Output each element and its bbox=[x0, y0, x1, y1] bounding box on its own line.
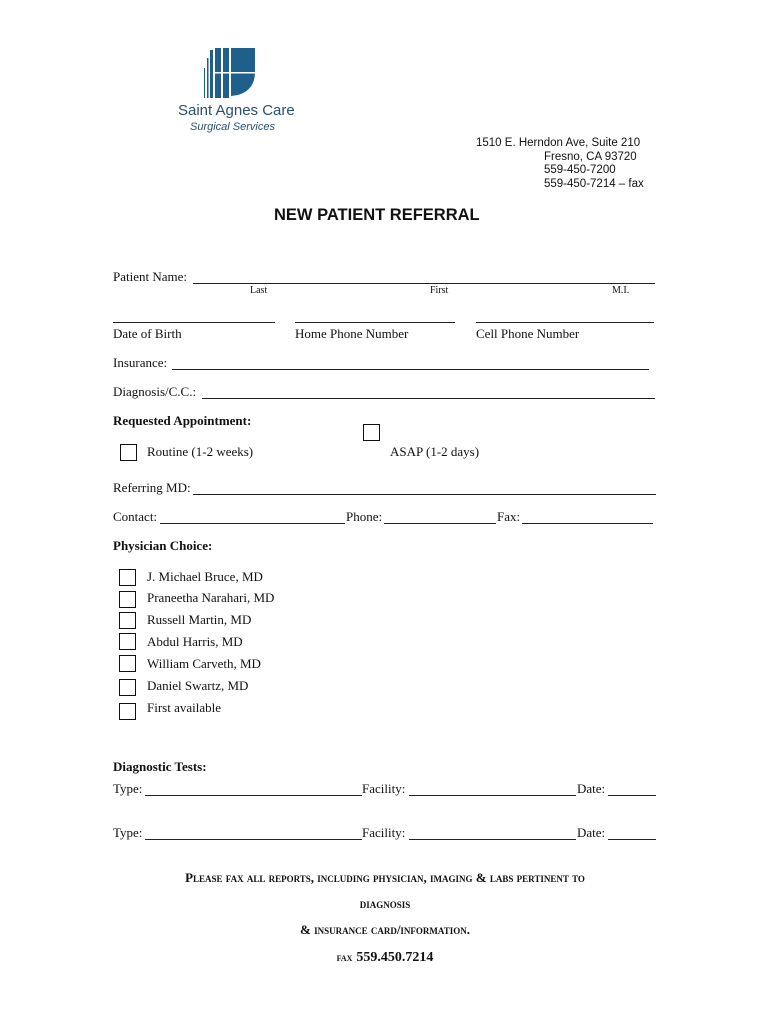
home-phone-field[interactable] bbox=[295, 322, 455, 323]
diagnostic-facility-field-1[interactable] bbox=[409, 795, 576, 796]
footer-line-3: & insurance card/information. bbox=[299, 922, 471, 937]
patient-name-label: Patient Name: bbox=[113, 269, 188, 284]
diagnostic-type-label-2: Type: bbox=[113, 825, 143, 840]
phone-label: Phone: bbox=[346, 509, 383, 524]
physician-checkbox-first-available[interactable] bbox=[119, 703, 136, 720]
footer-line-1: Please fax all reports, including physician, imaging & labs pertinent to bbox=[185, 870, 585, 885]
footer-fax-number: 559.450.7214 bbox=[356, 950, 434, 965]
address-line-1: 1510 E. Herndon Ave, Suite 210 bbox=[476, 137, 641, 149]
fax-field[interactable] bbox=[522, 523, 653, 524]
footer-line-2: diagnosis bbox=[359, 896, 411, 911]
diagnosis-field[interactable] bbox=[202, 398, 655, 399]
address-block bbox=[476, 137, 644, 191]
physician-heading: Physician Choice: bbox=[113, 538, 213, 553]
routine-label: Routine (1-2 weeks) bbox=[147, 444, 254, 459]
physician-label-swartz: Daniel Swartz, MD bbox=[147, 678, 249, 693]
diagnostic-heading: Diagnostic Tests: bbox=[113, 759, 207, 774]
physician-checkbox-swartz[interactable] bbox=[119, 679, 136, 696]
physician-label-narahari: Praneetha Narahari, MD bbox=[147, 590, 275, 605]
asap-checkbox[interactable] bbox=[363, 424, 380, 441]
physician-checkbox-bruce[interactable] bbox=[119, 569, 136, 586]
page-title: NEW PATIENT REFERRAL bbox=[274, 206, 480, 224]
physician-label-bruce: J. Michael Bruce, MD bbox=[147, 569, 263, 584]
footer-notice bbox=[0, 866, 770, 971]
insurance-label: Insurance: bbox=[113, 355, 168, 370]
physician-label-carveth: William Carveth, MD bbox=[147, 656, 261, 671]
diagnostic-date-field-1[interactable] bbox=[608, 795, 656, 796]
physician-checkbox-martin[interactable] bbox=[119, 612, 136, 629]
physician-checkbox-carveth[interactable] bbox=[119, 655, 136, 672]
address-fax: 559-450-7214 – fax bbox=[544, 177, 644, 190]
phone-field[interactable] bbox=[384, 523, 496, 524]
routine-checkbox[interactable] bbox=[120, 444, 137, 461]
cell-phone-label: Cell Phone Number bbox=[476, 326, 580, 341]
physician-label-first-available: First available bbox=[147, 700, 222, 715]
middle-initial-caption: M.I. bbox=[612, 285, 630, 296]
appointment-heading: Requested Appointment: bbox=[113, 413, 252, 428]
diagnostic-type-field-1[interactable] bbox=[145, 795, 362, 796]
diagnostic-date-field-2[interactable] bbox=[608, 839, 656, 840]
patient-name-field[interactable] bbox=[193, 283, 655, 284]
address-line-2: Fresno, CA 93720 bbox=[544, 150, 637, 163]
diagnosis-label: Diagnosis/C.C.: bbox=[113, 384, 197, 399]
logo-mark-icon bbox=[178, 46, 288, 101]
org-subtitle: Surgical Services bbox=[190, 121, 275, 133]
fax-label: Fax: bbox=[497, 509, 521, 524]
diagnostic-type-label-1: Type: bbox=[113, 781, 143, 796]
physician-checkbox-narahari[interactable] bbox=[119, 591, 136, 608]
referring-md-field[interactable] bbox=[193, 494, 656, 495]
dob-field[interactable] bbox=[113, 322, 275, 323]
diagnostic-type-field-2[interactable] bbox=[145, 839, 362, 840]
physician-label-martin: Russell Martin, MD bbox=[147, 612, 252, 627]
footer-fax-label: fax bbox=[336, 950, 353, 964]
address-phone: 559-450-7200 bbox=[544, 164, 616, 176]
contact-label: Contact: bbox=[113, 509, 158, 524]
last-name-caption: Last bbox=[250, 285, 268, 296]
diagnostic-date-label-2: Date: bbox=[577, 825, 606, 840]
contact-field[interactable] bbox=[160, 523, 345, 524]
dob-label: Date of Birth bbox=[113, 326, 182, 341]
home-phone-label: Home Phone Number bbox=[295, 326, 409, 341]
physician-label-harris: Abdul Harris, MD bbox=[147, 634, 243, 649]
physician-checkbox-harris[interactable] bbox=[119, 633, 136, 650]
diagnostic-facility-label-2: Facility: bbox=[362, 825, 406, 840]
diagnostic-facility-label-1: Facility: bbox=[362, 781, 406, 796]
insurance-field[interactable] bbox=[172, 369, 649, 370]
first-name-caption: First bbox=[430, 285, 449, 296]
referring-md-label: Referring MD: bbox=[113, 480, 191, 495]
footer-fax bbox=[0, 944, 770, 971]
org-name: Saint Agnes Care bbox=[178, 102, 295, 119]
diagnostic-date-label-1: Date: bbox=[577, 781, 606, 796]
asap-label: ASAP (1-2 days) bbox=[390, 444, 480, 459]
diagnostic-facility-field-2[interactable] bbox=[409, 839, 576, 840]
logo bbox=[178, 46, 295, 136]
cell-phone-field[interactable] bbox=[476, 322, 654, 323]
